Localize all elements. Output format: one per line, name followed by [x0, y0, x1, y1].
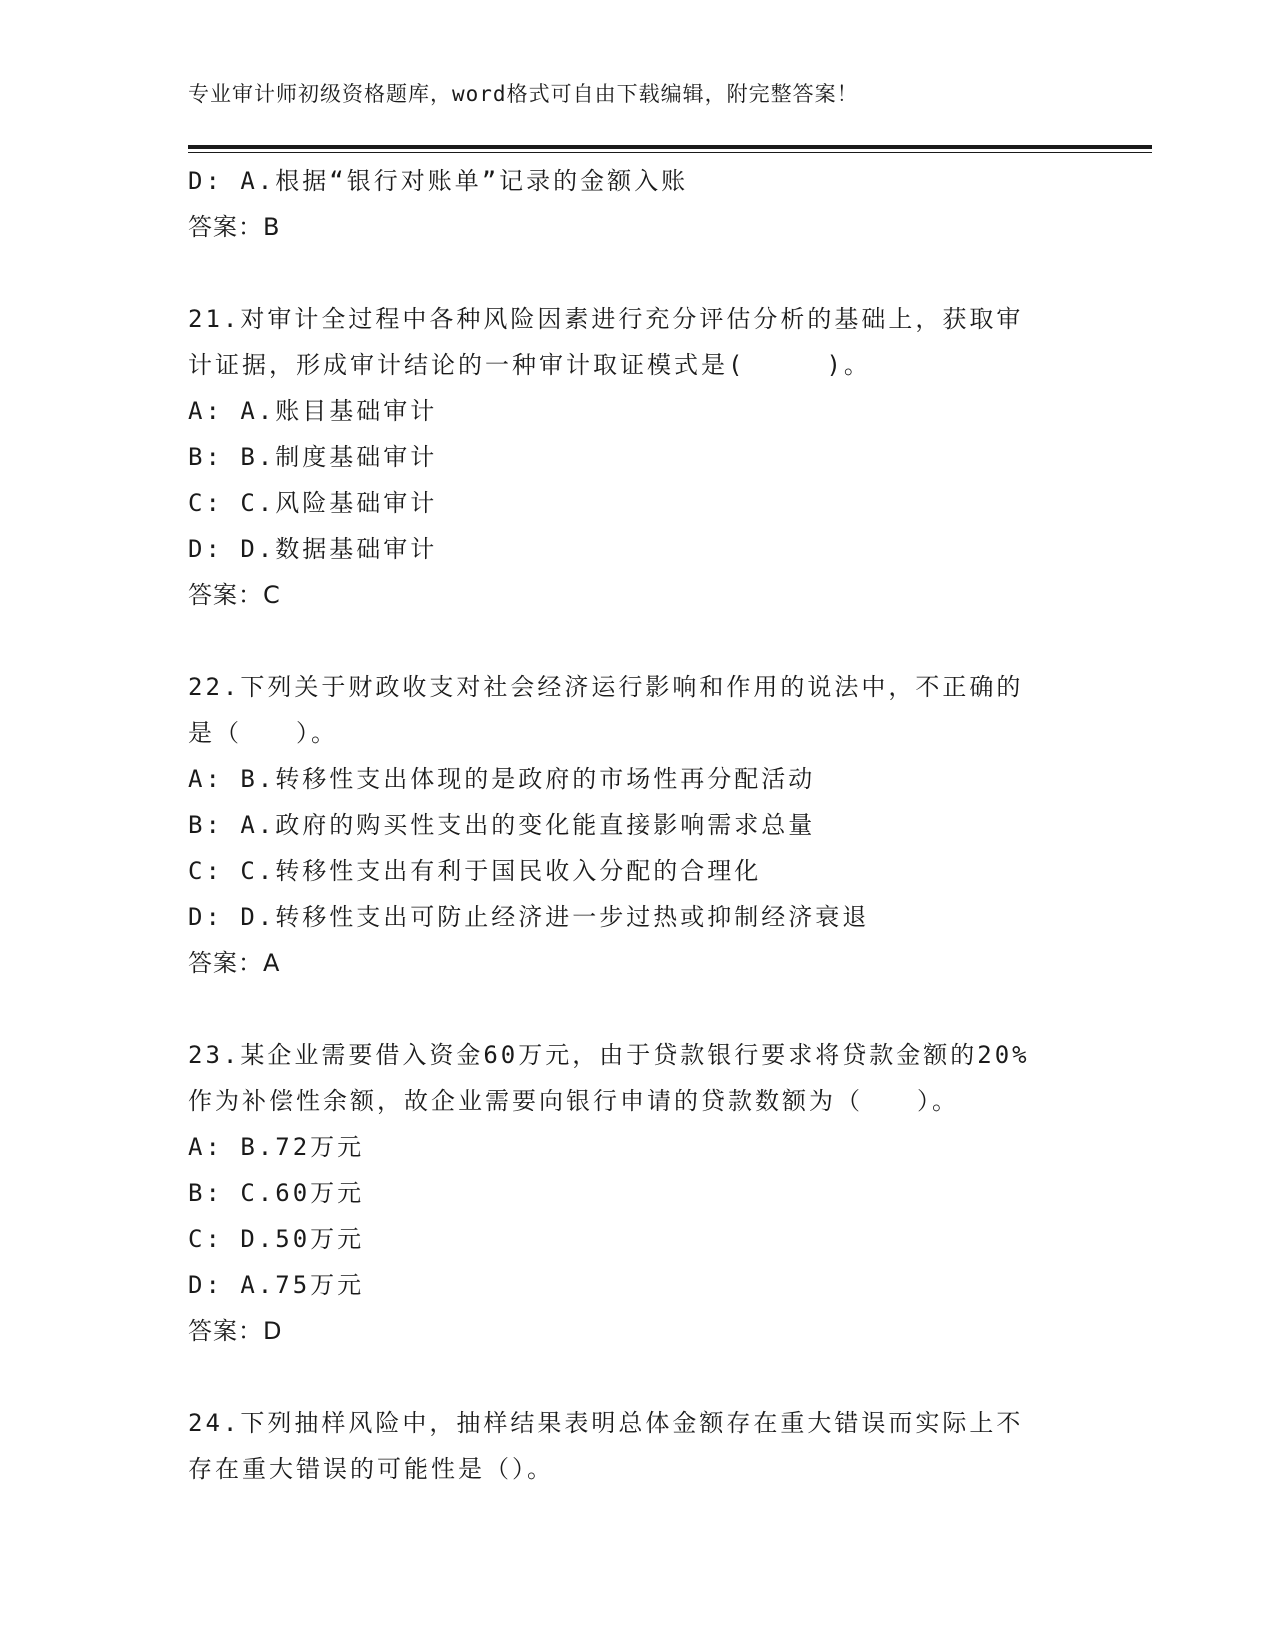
spacer [188, 1354, 1088, 1400]
spacer [188, 986, 1088, 1032]
header-rule-thick [188, 145, 1152, 149]
header-rule-thin [188, 152, 1152, 153]
carryover-option-d: D: A.根据“银行对账单”记录的金额入账 [188, 167, 689, 195]
spacer [188, 618, 1088, 664]
option-b: B: A.政府的购买性支出的变化能直接影响需求总量 [188, 811, 816, 839]
question-21 [188, 296, 1088, 618]
question-22 [188, 664, 1088, 986]
question-stem-line: 24.下列抽样风险中，抽样结果表明总体金额存在重大错误而实际上不 [188, 1409, 1024, 1437]
question-stem-line: 作为补偿性余额，故企业需要向银行申请的贷款数额为（ ）。 [188, 1087, 959, 1115]
option-b: B: B.制度基础审计 [188, 443, 438, 471]
spacer [188, 250, 1088, 296]
option-d: D: A.75万元 [188, 1271, 365, 1299]
question-23 [188, 1032, 1088, 1354]
option-d: D: D.转移性支出可防止经济进一步过热或抑制经济衰退 [188, 903, 870, 931]
option-d: D: D.数据基础审计 [188, 535, 438, 563]
question-stem-line: 22.下列关于财政收支对社会经济运行影响和作用的说法中，不正确的 [188, 673, 1024, 701]
question-24 [188, 1400, 1088, 1492]
option-c: C: C.风险基础审计 [188, 489, 438, 517]
question-stem-line: 21.对审计全过程中各种风险因素进行充分评估分析的基础上，获取审 [188, 305, 1024, 333]
option-a: A: A.账目基础审计 [188, 397, 438, 425]
question-stem-line: 23.某企业需要借入资金60万元，由于贷款银行要求将贷款金额的20% [188, 1041, 1030, 1069]
option-a: A: B.72万元 [188, 1133, 365, 1161]
question-stem-line: 计证据，形成审计结论的一种审计取证模式是( )。 [188, 351, 871, 379]
option-a: A: B.转移性支出体现的是政府的市场性再分配活动 [188, 765, 816, 793]
option-c: C: C.转移性支出有利于国民收入分配的合理化 [188, 857, 762, 885]
answer-line: 答案：D [188, 1317, 283, 1345]
question-content [188, 158, 1088, 1492]
page-header: 专业审计师初级资格题库，word格式可自由下载编辑，附完整答案！ [188, 82, 859, 106]
question-stem-line: 是（ ）。 [188, 719, 338, 747]
answer-line: 答案：C [188, 581, 281, 609]
question-stem-line: 存在重大错误的可能性是（）。 [188, 1455, 554, 1483]
carryover-answer: 答案：B [188, 213, 281, 241]
option-b: B: C.60万元 [188, 1179, 365, 1207]
answer-line: 答案：A [188, 949, 281, 977]
option-c: C: D.50万元 [188, 1225, 365, 1253]
